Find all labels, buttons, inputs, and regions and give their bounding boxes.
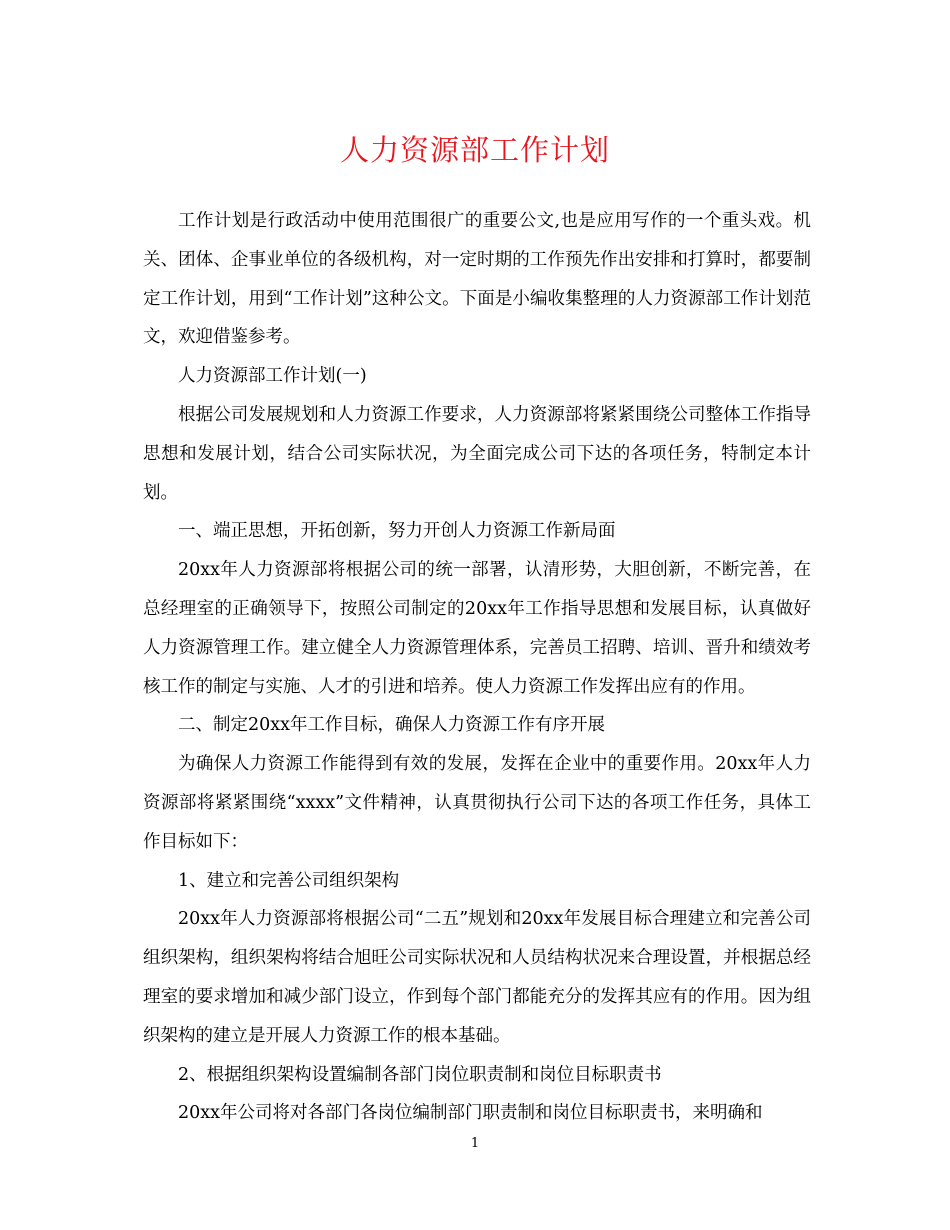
document-body	[143, 202, 811, 1133]
paragraph-item-2: 20xx年公司将对各部门各岗位编制部门职责制和岗位目标职责书，来明确和	[178, 1103, 763, 1124]
document-title: 人力资源部工作计划	[339, 133, 610, 167]
page-number: 1	[470, 1136, 480, 1151]
paragraph-section-two: 为确保人力资源工作能得到有效的发展，发挥在企业中的重要作用。20xx年人力资源部将紧紧围绕“xxxx”文件精神，认真贯彻执行公司下达的各项工作任务，具体工作目标如下：	[143, 754, 811, 852]
subheading-item-2: 2、根据组织架构设置编制各部门岗位职责制和岗位目标职责书	[178, 1064, 662, 1085]
paragraph-item-1: 20xx年人力资源部将根据公司“二五”规划和20xx年发展目标合理建立和完善公司组织架构，组织架构将结合旭旺公司实际状况和人员结构状况来合理设置，并根据总经理室的要求增加和减少部门设立，作到每个部门都能充分的发挥其应有的作用。因为组织架构的建立是开展人力资源工作的根本基础。	[143, 909, 811, 1046]
section-heading-one: 一、端正思想，开拓创新，努力开创人力资源工作新局面	[178, 521, 616, 542]
subheading-item-1: 1、建立和完善公司组织架构	[178, 870, 400, 891]
paragraph-section-one: 20xx年人力资源部将根据公司的统一部署，认清形势，大胆创新，不断完善，在总经理室的正确领导下，按照公司制定的20xx年工作指导思想和发展目标，认真做好人力资源管理工作。建立健全人力资源管理体系，完善员工招聘、培训、晋升和绩效考核工作的制定与实施、人才的引进和培养。使人力资源工作发挥出应有的作用。	[143, 560, 811, 697]
paragraph-plan-basis: 根据公司发展规划和人力资源工作要求，人力资源部将紧紧围绕公司整体工作指导思想和发展计划，结合公司实际状况，为全面完成公司下达的各项任务，特制定本计划。	[143, 404, 811, 503]
section-heading-two: 二、制定20xx年工作目标，确保人力资源工作有序开展	[178, 715, 606, 736]
paragraph-intro: 工作计划是行政活动中使用范围很广的重要公文,也是应用写作的一个重头戏。机关、团体、企事业单位的各级机构，对一定时期的工作预先作出安排和打算时，都要制定工作计划，用到“工作计划”这种公文。下面是小编收集整理的人力资源部工作计划范文，欢迎借鉴参考。	[143, 211, 811, 348]
section-heading-plan-one: 人力资源部工作计划(一)	[178, 366, 367, 387]
